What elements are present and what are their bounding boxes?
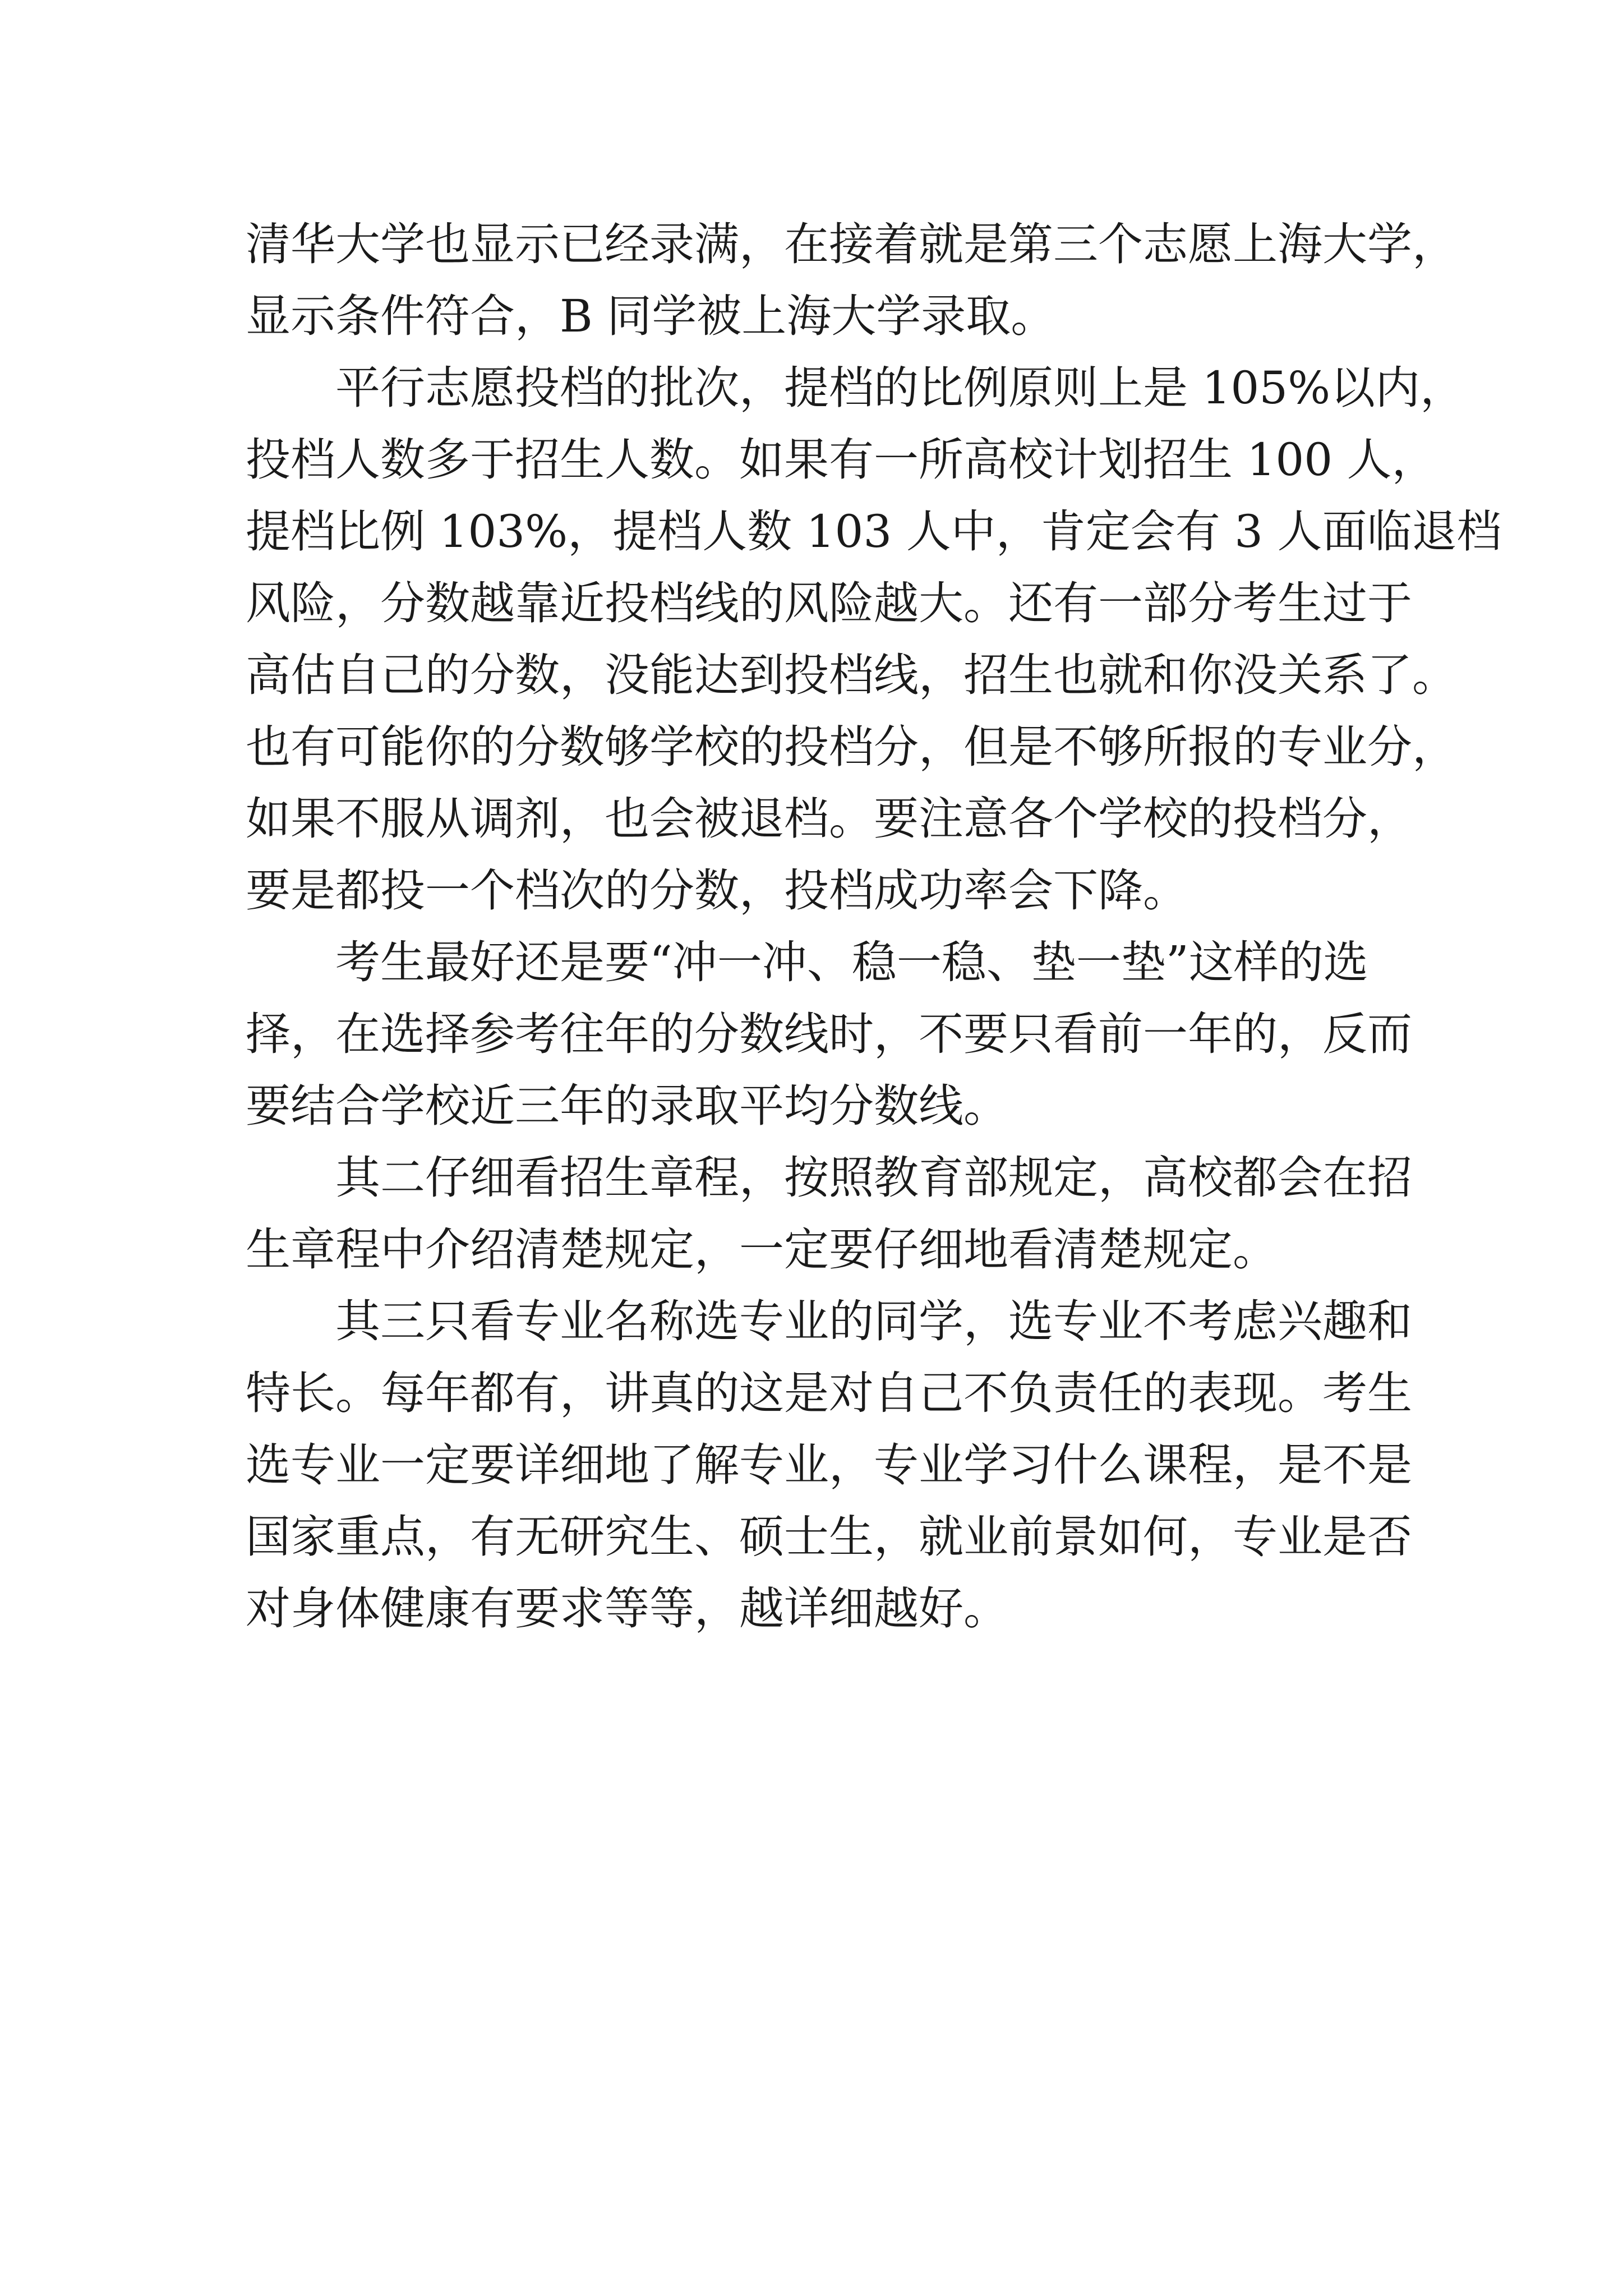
text-line: 也有可能你的分数够学校的投档分，但是不够所报的专业分， xyxy=(246,721,1457,773)
text-line: 显示条件符合，B 同学被上海大学录取。 xyxy=(246,290,1056,342)
text-line: 选专业一定要详细地了解专业，专业学习什么课程，是不是 xyxy=(246,1439,1412,1491)
text-line: 国家重点，有无研究生、硕士生，就业前景如何，专业是否 xyxy=(246,1511,1412,1563)
text-line: 提档比例 103%，提档人数 103 人中，肯定会有 3 人面临退档 xyxy=(246,505,1502,558)
text-line: 如果不服从调剂，也会被退档。要注意各个学校的投档分， xyxy=(246,793,1412,845)
text-line: 投档人数多于招生人数。如果有一所高校计划招生 100 人， xyxy=(246,434,1437,486)
text-line: 对身体健康有要求等等，越详细越好。 xyxy=(246,1582,1008,1635)
text-line: 特长。每年都有，讲真的这是对自己不负责任的表现。考生 xyxy=(246,1367,1412,1419)
text-line: 其三只看专业名称选专业的同学，选专业不考虑兴趣和 xyxy=(335,1295,1412,1347)
text-line: 考生最好还是要“冲一冲、稳一稳、垫一垫”这样的选 xyxy=(335,936,1368,988)
text-line: 要是都投一个档次的分数，投档成功率会下降。 xyxy=(246,864,1188,917)
text-line: 清华大学也显示已经录满，在接着就是第三个志愿上海大学， xyxy=(246,218,1457,270)
text-line: 生章程中介绍清楚规定，一定要仔细地看清楚规定。 xyxy=(246,1223,1278,1276)
text-line: 要结合学校近三年的录取平均分数线。 xyxy=(246,1080,1008,1132)
text-line: 高估自己的分数，没能达到投档线，招生也就和你没关系了。 xyxy=(246,649,1457,701)
body-text xyxy=(246,209,1502,1645)
text-line: 平行志愿投档的批次，提档的比例原则上是 105%以内， xyxy=(335,362,1465,414)
text-line: 其二仔细看招生章程，按照教育部规定，高校都会在招 xyxy=(335,1152,1412,1204)
text-line: 风险，分数越靠近投档线的风险越大。还有一部分考生过于 xyxy=(246,577,1412,629)
text-line: 择，在选择参考往年的分数线时，不要只看前一年的，反而 xyxy=(246,1008,1412,1060)
